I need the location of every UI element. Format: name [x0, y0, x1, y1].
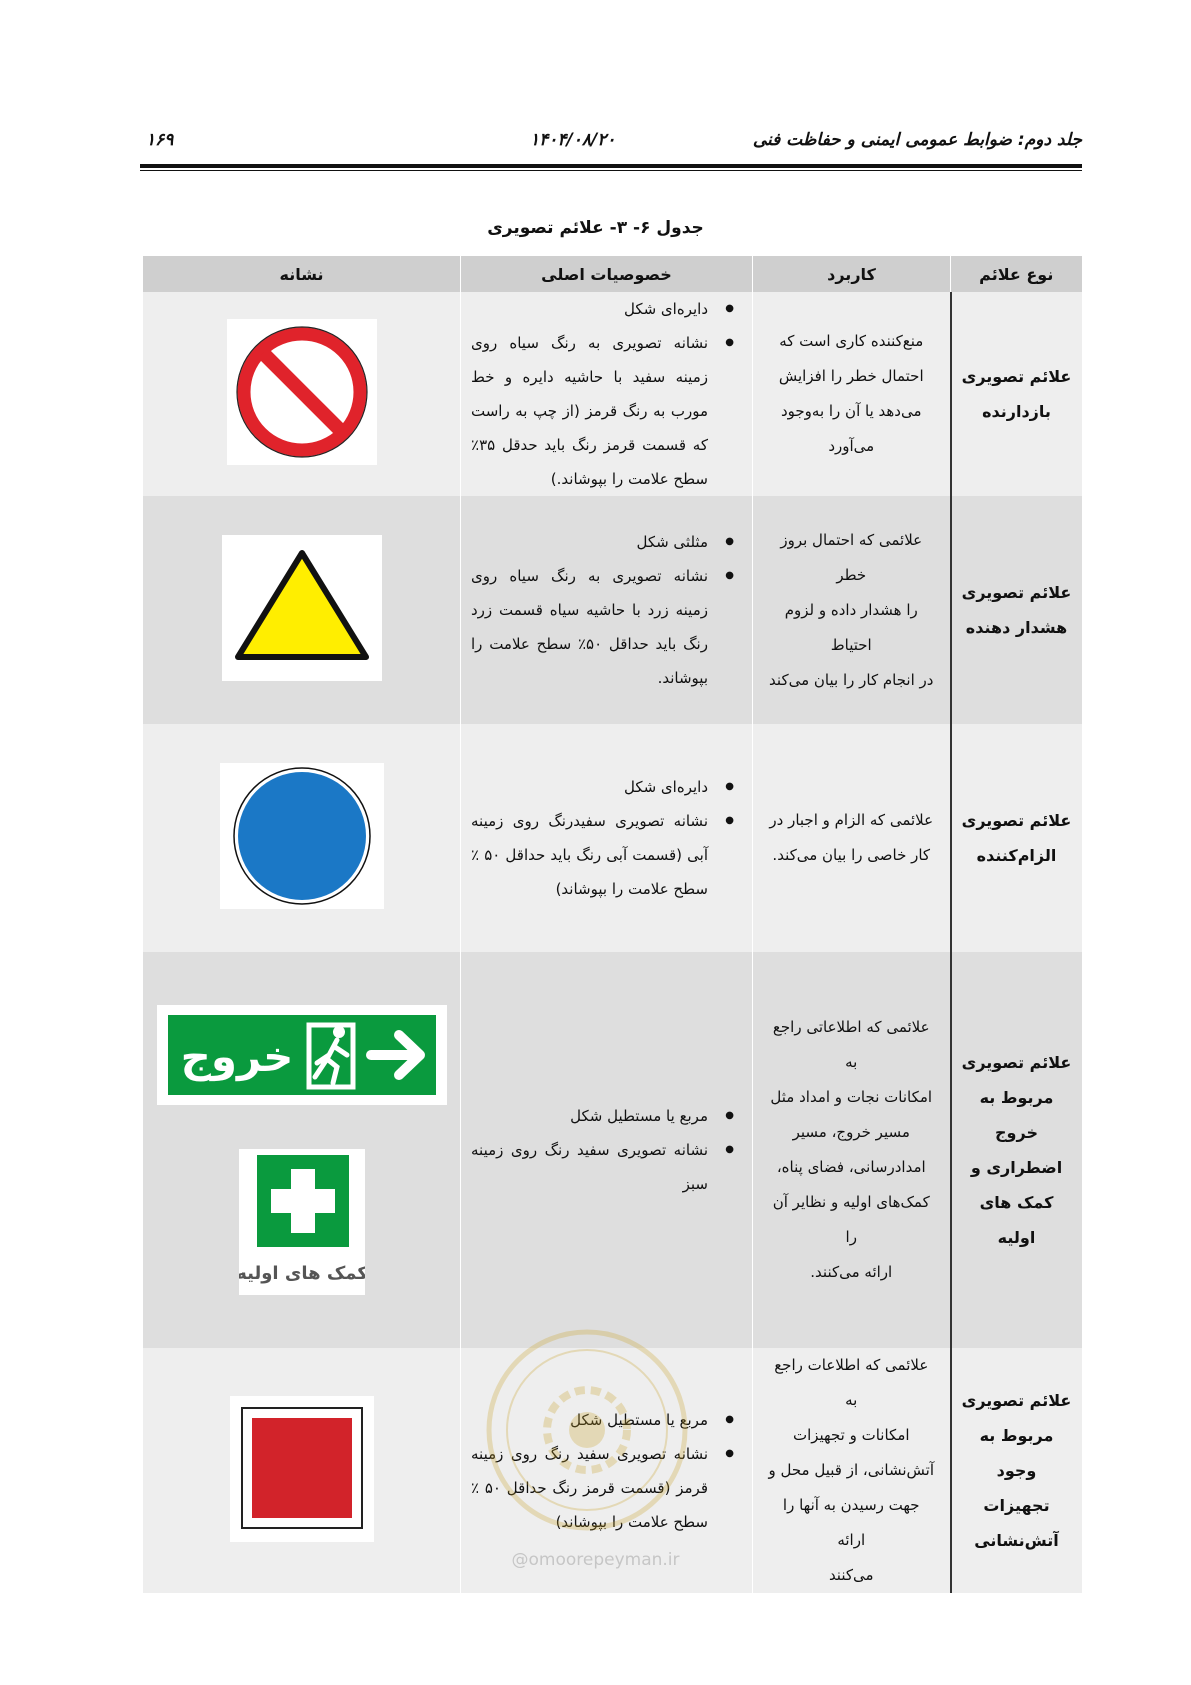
sign-type-cell: علائم تصویری مربوط به خروج اضطراری و کمک های اولیه [951, 952, 1082, 1348]
list-item: ● نشانه تصویری به رنگ سیاه روی زمینه سفید با حاشیه دایره و خط مورب به رنگ قرمز (از چپ به راست که قسمت قرمز رنگ باید حدقل ۳۵٪ سطح علامت را بپوشاند.) [471, 326, 736, 496]
table-row [143, 724, 1082, 952]
page-number: ۱۶۹ [146, 130, 174, 150]
header-rule-thick [140, 164, 1082, 168]
mandatory-circle-icon [220, 763, 384, 909]
col-header-sign: نشانه [143, 256, 461, 292]
table-caption: جدول ۶- ۳- علائم تصویری [487, 218, 704, 238]
usage-cell: منع‌کننده کاری است که احتمال خطر را افزایش می‌دهد یا آن را به‌وجود می‌آورد [753, 292, 951, 496]
properties-cell [461, 952, 753, 1348]
table-row [143, 292, 1082, 496]
first-aid-sign [239, 1149, 365, 1295]
header-rule-thin [140, 170, 1082, 171]
table-row [143, 952, 1082, 1348]
list-item: ● مثلثی شکل [471, 525, 736, 559]
emergency-exit-sign [157, 1005, 447, 1105]
list-item: ● نشانه تصویری سفید رنگ روی زمینه قرمز (قسمت قرمز رنگ حداقل ۵۰ ٪ سطح علامت را بپوشاند) [471, 1437, 736, 1539]
sign-cell [143, 292, 461, 496]
exit-label: خروج [180, 1032, 293, 1081]
list-item: ● دایره‌ای شکل [471, 770, 736, 804]
list-item: ● مربع یا مستطیل شکل [471, 1403, 736, 1437]
header-title: جلد دوم: ضوابط عمومی ایمنی و حفاظت فنی [752, 130, 1082, 150]
sign-type-cell: علائم تصویری الزام‌کننده [951, 724, 1082, 952]
list-item: ● دایره‌ای شکل [471, 292, 736, 326]
fire-equipment-square-icon [230, 1396, 374, 1542]
properties-cell [461, 724, 753, 952]
sign-type-cell: علائم تصویری مربوط به وجود تجهیزات آتش‌نشانی [951, 1348, 1082, 1593]
properties-cell [461, 496, 753, 724]
list-item: ● نشانه تصویری سفیدرنگ روی زمینه آبی (قسمت آبی رنگ باید حداقل ۵۰ ٪ سطح علامت را بپوشاند) [471, 804, 736, 906]
usage-cell: علائمی که اطلاعات راجع به امکانات و تجهیزات آتش‌نشانی، از قبیل محل و جهت رسیدن به آنها را ارائه می‌کنند [753, 1348, 951, 1593]
list-item: ● نشانه تصویری سفید رنگ روی زمینه سبز [471, 1133, 736, 1201]
usage-cell: علائمی که الزام و اجبار در کار خاصی را بیان می‌کند. [753, 724, 951, 952]
col-header-usage: کاربرد [753, 256, 951, 292]
sign-type-cell: علائم تصویری بازدارنده [951, 292, 1082, 496]
col-header-properties: خصوصیات اصلی [461, 256, 753, 292]
list-item: ● مربع یا مستطیل شکل [471, 1099, 736, 1133]
properties-cell [461, 292, 753, 496]
col-header-type: نوع علائم [951, 256, 1082, 292]
prohibition-icon [227, 319, 377, 465]
usage-cell: علائمی که احتمال بروز خطر را هشدار داده و لزوم احتیاط در انجام کار را بیان می‌کند [753, 496, 951, 724]
sign-cell [143, 724, 461, 952]
sign-cell [143, 952, 461, 1348]
first-aid-label: کمک های اولیه [238, 1263, 365, 1284]
sign-type-cell: علائم تصویری هشدار دهنده [951, 496, 1082, 724]
table-row [143, 496, 1082, 724]
watermark-seal-icon [482, 1325, 692, 1535]
sign-cell [143, 496, 461, 724]
usage-cell: علائمی که اطلاعاتی راجع به امکانات نجات و امداد مثل مسیر خروج، مسیر امدادرسانی، فضای پناه، کمک‌های اولیه و نظایر آن را ارائه می‌کنند. [753, 952, 951, 1348]
watermark-text: @omoorepeyman.ir [511, 1550, 680, 1570]
warning-triangle-icon [222, 535, 382, 681]
table-header-row [143, 256, 1082, 292]
header-date: ۱۴۰۴/۰۸/۲۰ [530, 130, 616, 150]
page-header [140, 130, 1082, 158]
list-item: ● نشانه تصویری به رنگ سیاه روی زمینه زرد با حاشیه سیاه قسمت زرد رنگ باید حداقل ۵۰٪ سطح علامت را بپوشاند. [471, 559, 736, 695]
